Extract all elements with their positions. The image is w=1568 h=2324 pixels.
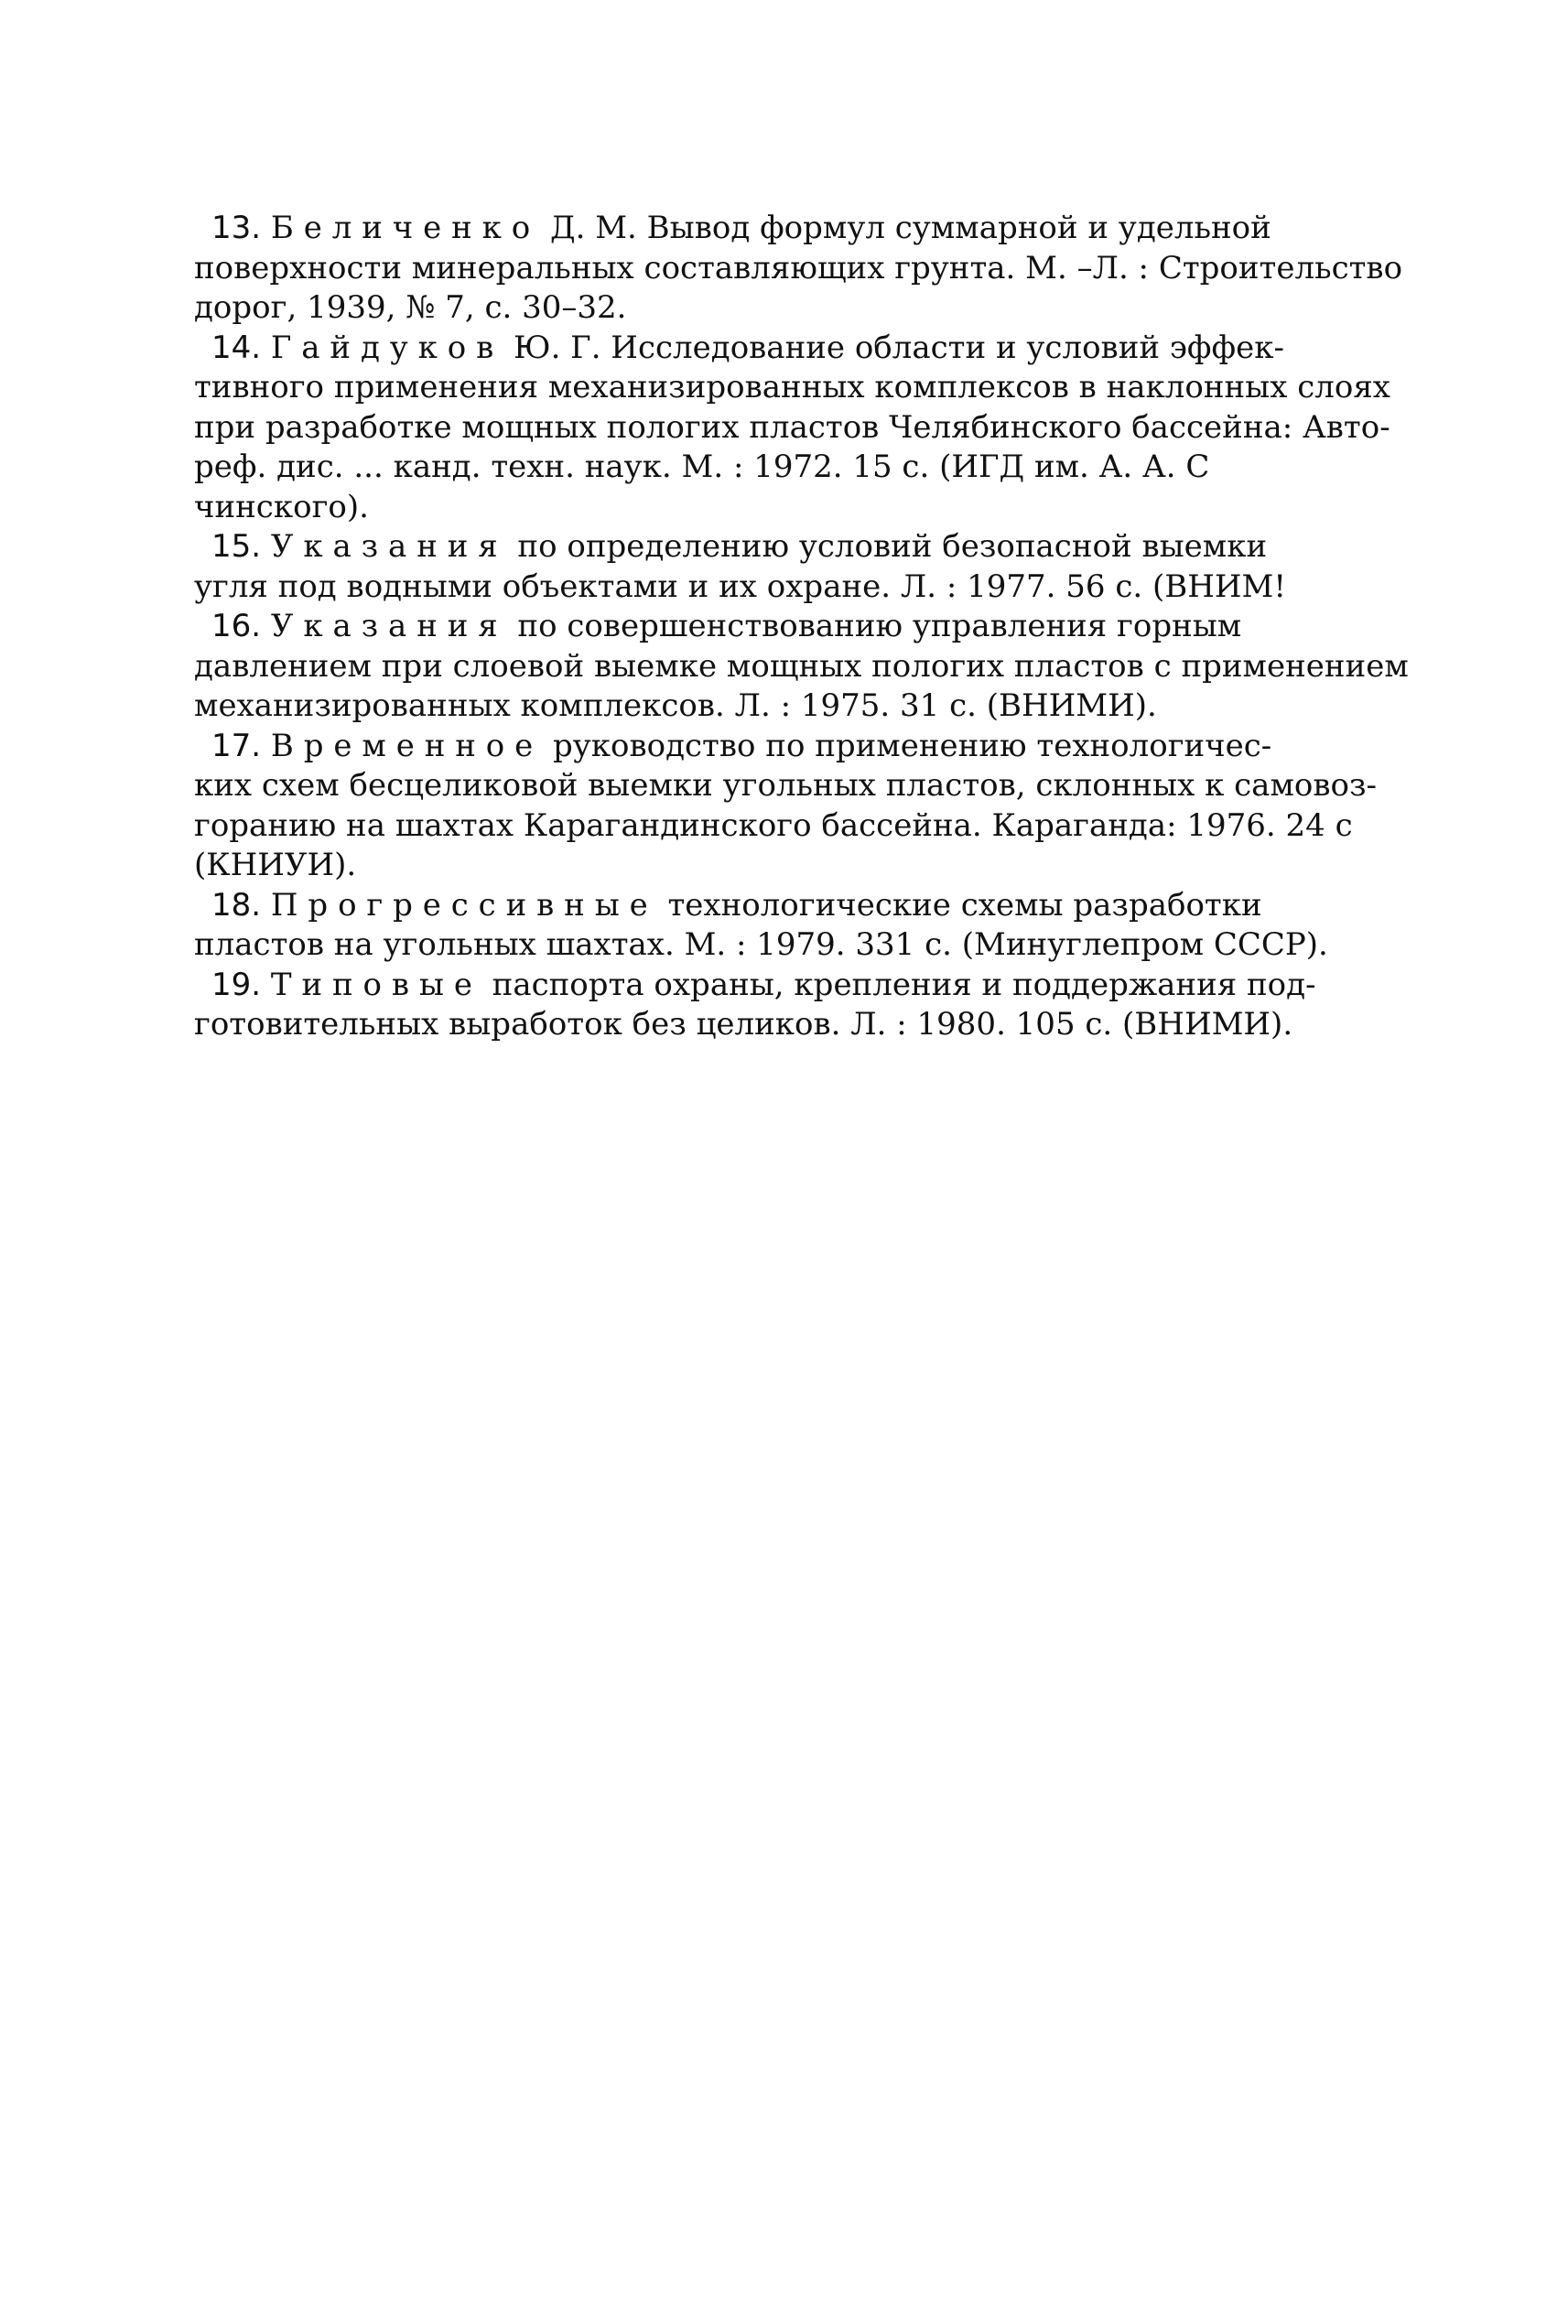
reference-line (194, 209, 1411, 249)
reference-line: реф. дис. ... канд. техн. наук. М. : 1972. 15 с. (ИГД им. А. А. С (194, 449, 1210, 485)
reference-item-18 (194, 886, 1411, 966)
reference-line: чинского). (194, 488, 369, 525)
reference-text: руководство по применению технологичес- (543, 727, 1272, 764)
reference-title: Указания (270, 608, 508, 644)
reference-line: дорог, 1939, № 7, с. 30–32. (194, 289, 627, 326)
reference-line: горанию на шахтах Карагандинского бассейна. Караганда: 1976. 24 с (194, 806, 1353, 844)
reference-text: по определению условий безопасной выемки (507, 528, 1268, 565)
reference-item-17 (194, 727, 1411, 886)
reference-author: Гайдуков (270, 329, 504, 366)
reference-title: Указания (270, 528, 508, 565)
reference-title: Прогрессивные (270, 886, 658, 924)
reference-list (194, 209, 1411, 1045)
reference-text: Д. М. Вывод формул суммарной и удельной (540, 210, 1271, 246)
reference-line: при разработке мощных пологих пластов Челябинского бассейна: Авто- (194, 408, 1390, 446)
reference-title: Временное (270, 727, 544, 764)
reference-item-16 (194, 607, 1411, 727)
reference-item-14 (194, 329, 1411, 528)
reference-line (194, 886, 1411, 926)
reference-line (194, 966, 1411, 1006)
reference-number: 14. (211, 329, 262, 366)
reference-line (194, 607, 1411, 647)
reference-text: технологические схемы разработки (657, 886, 1262, 924)
reference-line (194, 727, 1411, 767)
reference-item-13 (194, 209, 1411, 329)
reference-text: по совершенствованию управления горным (507, 608, 1242, 644)
reference-line: ких схем бесцеликовой выемки угольных пластов, склонных к самовоз- (194, 767, 1378, 804)
reference-line: (КНИУИ). (194, 847, 357, 883)
reference-number: 19. (211, 966, 262, 1003)
reference-line: угля под водными объектами и их охране. Л. : 1977. 56 с. (ВНИМ! (194, 567, 1287, 605)
reference-item-19 (194, 966, 1411, 1045)
reference-line: поверхности минеральных составляющих грунта. М. –Л. : Строительство (194, 249, 1403, 286)
reference-text: паспорта охраны, крепления и поддержания под- (481, 966, 1316, 1003)
reference-line: готовительных выработок без целиков. Л. : 1980. 105 с. (ВНИМИ). (194, 1006, 1293, 1043)
reference-number: 17. (211, 727, 262, 764)
reference-title: Типовые (270, 966, 482, 1003)
reference-line: пластов на угольных шахтах. М. : 1979. 331 с. (Минуглепром СССР). (194, 926, 1328, 963)
reference-line: механизированных комплексов. Л. : 1975. 31 с. (ВНИМИ). (194, 687, 1157, 724)
reference-text: Ю. Г. Исследование области и условий эффек- (503, 329, 1284, 366)
reference-line: давлением при слоевой выемке мощных пологих пластов с применением (194, 647, 1409, 685)
reference-number: 18. (211, 886, 262, 924)
reference-item-15 (194, 527, 1411, 607)
reference-line (194, 329, 1411, 369)
reference-line: тивного применения механизированных комплексов в наклонных слоях (194, 369, 1390, 405)
reference-line (194, 527, 1411, 567)
reference-number: 15. (211, 528, 262, 565)
reference-number: 13. (211, 210, 262, 246)
reference-author: Беличенко (270, 210, 541, 246)
reference-number: 16. (211, 608, 262, 644)
